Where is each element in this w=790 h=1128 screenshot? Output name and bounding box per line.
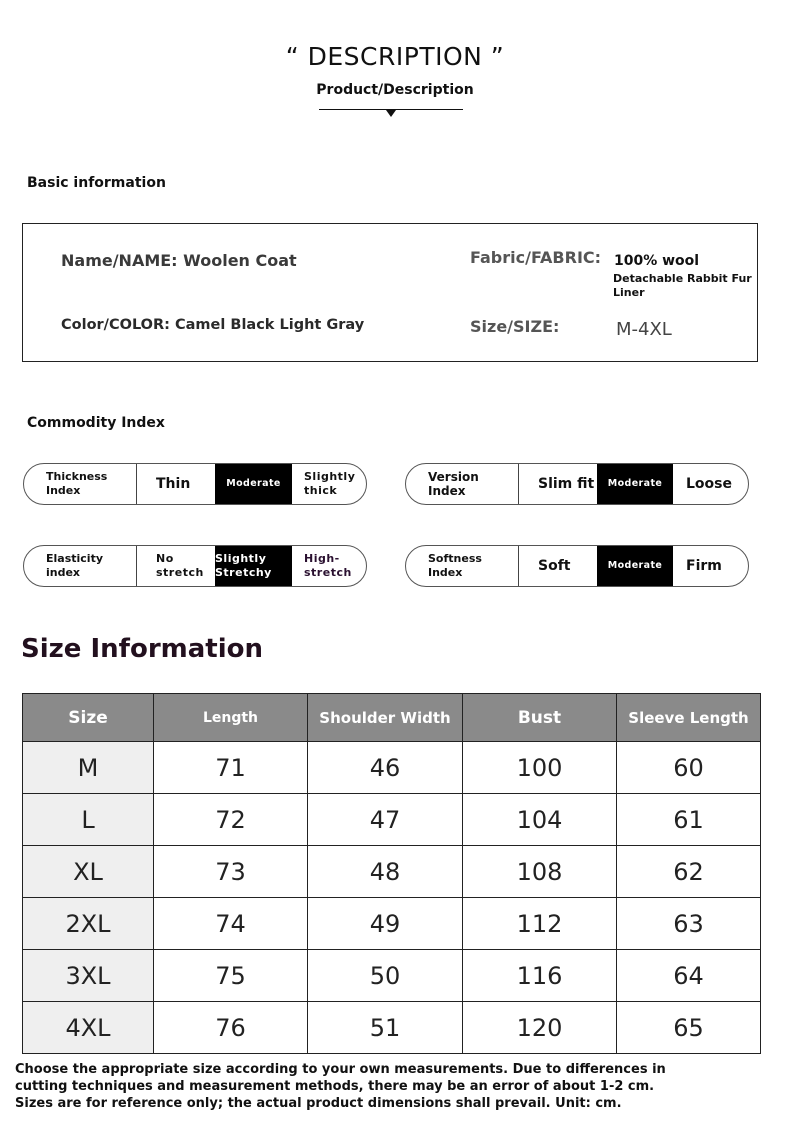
length-cell: 72 <box>154 794 308 846</box>
length-cell: 73 <box>154 846 308 898</box>
shoulder-cell: 51 <box>308 1002 463 1054</box>
length-cell: 76 <box>154 1002 308 1054</box>
sleeve-cell: 63 <box>617 898 761 950</box>
index-option: Thin <box>156 476 191 492</box>
index-label: Elasticity index <box>24 546 137 586</box>
length-cell: 74 <box>154 898 308 950</box>
table-row <box>23 1002 761 1054</box>
version-index <box>405 463 749 505</box>
index-option-selected: Slightly Stretchy <box>215 546 292 586</box>
sleeve-cell: 61 <box>617 794 761 846</box>
bust-cell: 120 <box>463 1002 617 1054</box>
index-option-selected: Moderate <box>215 464 292 504</box>
size-cell: M <box>23 742 154 794</box>
table-row <box>23 794 761 846</box>
shoulder-cell: 50 <box>308 950 463 1002</box>
product-name: Name/NAME: Woolen Coat <box>61 251 297 270</box>
size-cell: L <box>23 794 154 846</box>
table-header-row <box>23 694 761 742</box>
down-triangle-icon <box>386 110 396 117</box>
commodity-index-heading: Commodity Index <box>27 415 165 431</box>
index-option: Slightly thick <box>304 470 356 497</box>
index-option-selected: Moderate <box>597 464 673 504</box>
length-cell: 75 <box>154 950 308 1002</box>
column-header-size: Size <box>23 694 154 742</box>
table-row <box>23 846 761 898</box>
index-option: Firm <box>686 558 722 574</box>
size-cell: 2XL <box>23 898 154 950</box>
fabric-note: Detachable Rabbit Fur Liner <box>613 272 752 299</box>
softness-index <box>405 545 749 587</box>
bust-cell: 116 <box>463 950 617 1002</box>
bust-cell: 100 <box>463 742 617 794</box>
elasticity-index <box>23 545 367 587</box>
size-label: Size/SIZE: <box>470 317 560 336</box>
page-subtitle: Product/Description <box>316 82 474 98</box>
index-option-selected: Moderate <box>597 546 673 586</box>
index-label: Softness Index <box>406 546 519 586</box>
thickness-index <box>23 463 367 505</box>
column-header-length: Length <box>154 694 308 742</box>
size-info-heading: Size Information <box>21 634 263 664</box>
index-option: Slim fit <box>538 476 595 492</box>
bust-cell: 112 <box>463 898 617 950</box>
index-option: No stretch <box>156 552 204 579</box>
page-title: “ DESCRIPTION ” <box>285 42 505 71</box>
sleeve-cell: 60 <box>617 742 761 794</box>
size-cell: XL <box>23 846 154 898</box>
column-header-shoulder-width: Shoulder Width <box>308 694 463 742</box>
size-cell: 4XL <box>23 1002 154 1054</box>
size-table <box>22 693 761 1054</box>
shoulder-cell: 48 <box>308 846 463 898</box>
column-header-sleeve-length: Sleeve Length <box>617 694 761 742</box>
bust-cell: 104 <box>463 794 617 846</box>
index-option: Loose <box>686 476 732 492</box>
table-row <box>23 950 761 1002</box>
index-label: Version Index <box>406 464 519 504</box>
basic-info-heading: Basic information <box>27 175 166 191</box>
size-cell: 3XL <box>23 950 154 1002</box>
shoulder-cell: 46 <box>308 742 463 794</box>
shoulder-cell: 49 <box>308 898 463 950</box>
length-cell: 71 <box>154 742 308 794</box>
index-option: High-stretch <box>304 552 352 579</box>
product-color: Color/COLOR: Camel Black Light Gray <box>61 317 365 333</box>
table-row <box>23 742 761 794</box>
sleeve-cell: 64 <box>617 950 761 1002</box>
index-label: Thickness Index <box>24 464 137 504</box>
sleeve-cell: 65 <box>617 1002 761 1054</box>
table-row <box>23 898 761 950</box>
fabric-value: 100% wool <box>614 253 700 269</box>
bust-cell: 108 <box>463 846 617 898</box>
size-disclaimer: Choose the appropriate size according to your own measurements. Due to differences in cutting techniques and measurement methods, there may be an error of about 1-2 cm. Sizes are for reference only; the actual product dimensions shall prevail. Unit: cm. <box>15 1062 666 1111</box>
size-range: M-4XL <box>616 319 672 340</box>
shoulder-cell: 47 <box>308 794 463 846</box>
column-header-bust: Bust <box>463 694 617 742</box>
sleeve-cell: 62 <box>617 846 761 898</box>
fabric-label: Fabric/FABRIC: <box>470 248 602 267</box>
index-option: Soft <box>538 558 571 574</box>
